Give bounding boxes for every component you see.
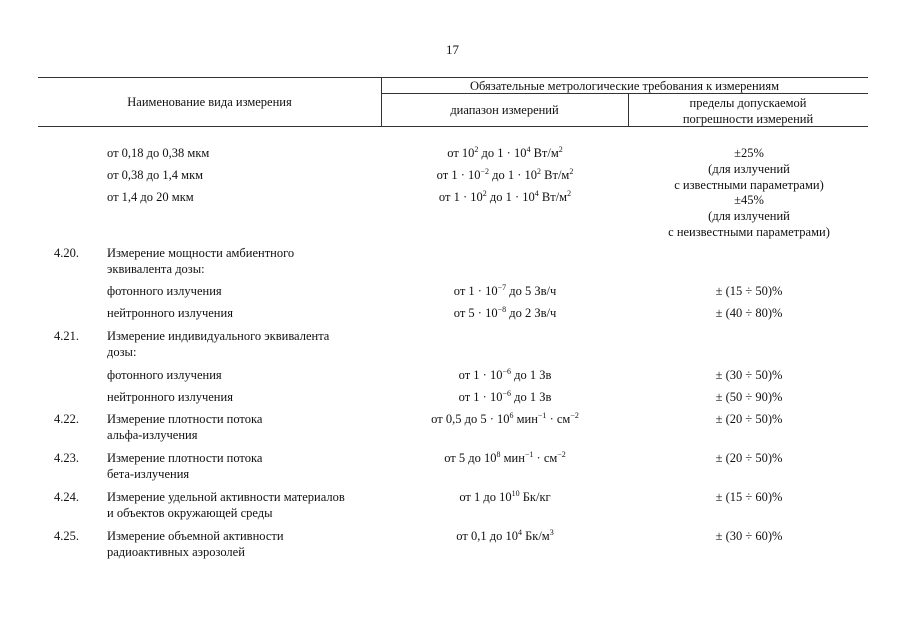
range-cell: от $1 \cdot 10^2$ до $1 \cdot 10^4$ $Вт/м^2$ <box>438 189 572 204</box>
measurement-name: дозы: <box>107 345 137 359</box>
error-cell: ± (30 ÷ 50)% <box>715 368 783 382</box>
error-cell: ± (40 ÷ 80)% <box>715 306 783 320</box>
page-number: 17 <box>446 42 459 57</box>
sub-measurement-name: нейтронного излучения <box>107 306 233 320</box>
range-cell: от $10^2$ до $1 \cdot 10^4$ $Вт/м^2$ <box>447 145 563 160</box>
error-cell: ± (30 ÷ 60)% <box>715 529 783 543</box>
range-cell: от 0,5 до $5 \cdot 10^6$ $мин^{-1} \cdot см^{-2}$ <box>431 411 579 426</box>
row-number: 4.20. <box>54 246 79 260</box>
error-cell: с известными параметрами) <box>674 178 824 192</box>
measurement-name: Измерение объемной активности <box>107 529 284 543</box>
range-cell: от 5 до $10^8$ $мин^{-1} \cdot см^{-2}$ <box>444 450 566 465</box>
sub-measurement-name: нейтронного излучения <box>107 390 233 404</box>
wavelength-label: от 1,4 до 20 мкм <box>107 190 194 204</box>
header-error-line1: пределы допускаемой <box>689 96 807 110</box>
range-cell: от $1 \cdot 10^{-2}$ до $1 \cdot 10^2$ $Вт/м^2$ <box>436 167 574 182</box>
error-cell: ±45% <box>734 193 764 207</box>
wavelength-label: от 0,38 до 1,4 мкм <box>107 168 204 182</box>
header-error-line2: погрешности измерений <box>682 112 814 126</box>
measurement-name: Измерение индивидуального эквивалента <box>107 329 330 343</box>
measurement-name: Измерение удельной активности материалов <box>107 490 345 504</box>
measurement-name: бета-излучения <box>107 467 190 481</box>
error-cell: ± (50 ÷ 90)% <box>715 390 783 404</box>
header-range: диапазон измерений <box>450 103 559 117</box>
error-cell: ± (15 ÷ 50)% <box>715 284 783 298</box>
range-cell: от $5 \cdot 10^{-8}$ до 2 Зв/ч <box>453 305 557 320</box>
measurement-name: Измерение мощности амбиентного <box>107 246 295 260</box>
row-number: 4.21. <box>54 329 79 343</box>
range-cell: от 1 до $10^{10}$ Бк/кг <box>459 489 551 504</box>
range-cell: от $1 \cdot 10^{-6}$ до 1 Зв <box>458 389 552 404</box>
measurement-name: Измерение плотности потока <box>107 412 263 426</box>
measurement-name: радиоактивных аэрозолей <box>107 545 245 559</box>
error-cell: с неизвестными параметрами) <box>668 225 830 239</box>
row-number: 4.23. <box>54 451 79 465</box>
row-number: 4.22. <box>54 412 79 426</box>
sub-measurement-name: фотонного излучения <box>107 284 222 298</box>
range-cell: от 0,1 до $10^4$ $Бк/м^3$ <box>456 528 554 543</box>
measurement-name: и объектов окружающей среды <box>107 506 273 520</box>
wavelength-label: от 0,18 до 0,38 мкм <box>107 146 210 160</box>
row-number: 4.25. <box>54 529 79 543</box>
row-number: 4.24. <box>54 490 79 504</box>
range-cell: от $1 \cdot 10^{-7}$ до 5 Зв/ч <box>453 283 557 298</box>
error-cell: ± (15 ÷ 60)% <box>715 490 783 504</box>
header-group: Обязательные метрологические требования к измерениям <box>469 79 780 93</box>
header-name: Наименование вида измерения <box>127 95 292 109</box>
error-cell: ±25% <box>734 146 764 160</box>
range-cell: от $1 \cdot 10^{-6}$ до 1 Зв <box>458 367 552 382</box>
sub-measurement-name: фотонного излучения <box>107 368 222 382</box>
measurement-name: альфа-излучения <box>107 428 198 442</box>
error-cell: (для излучений <box>708 209 790 223</box>
error-cell: ± (20 ÷ 50)% <box>715 451 783 465</box>
measurement-name: Измерение плотности потока <box>107 451 263 465</box>
error-cell: (для излучений <box>708 162 790 176</box>
error-cell: ± (20 ÷ 50)% <box>715 412 783 426</box>
measurement-name: эквивалента дозы: <box>107 262 205 276</box>
